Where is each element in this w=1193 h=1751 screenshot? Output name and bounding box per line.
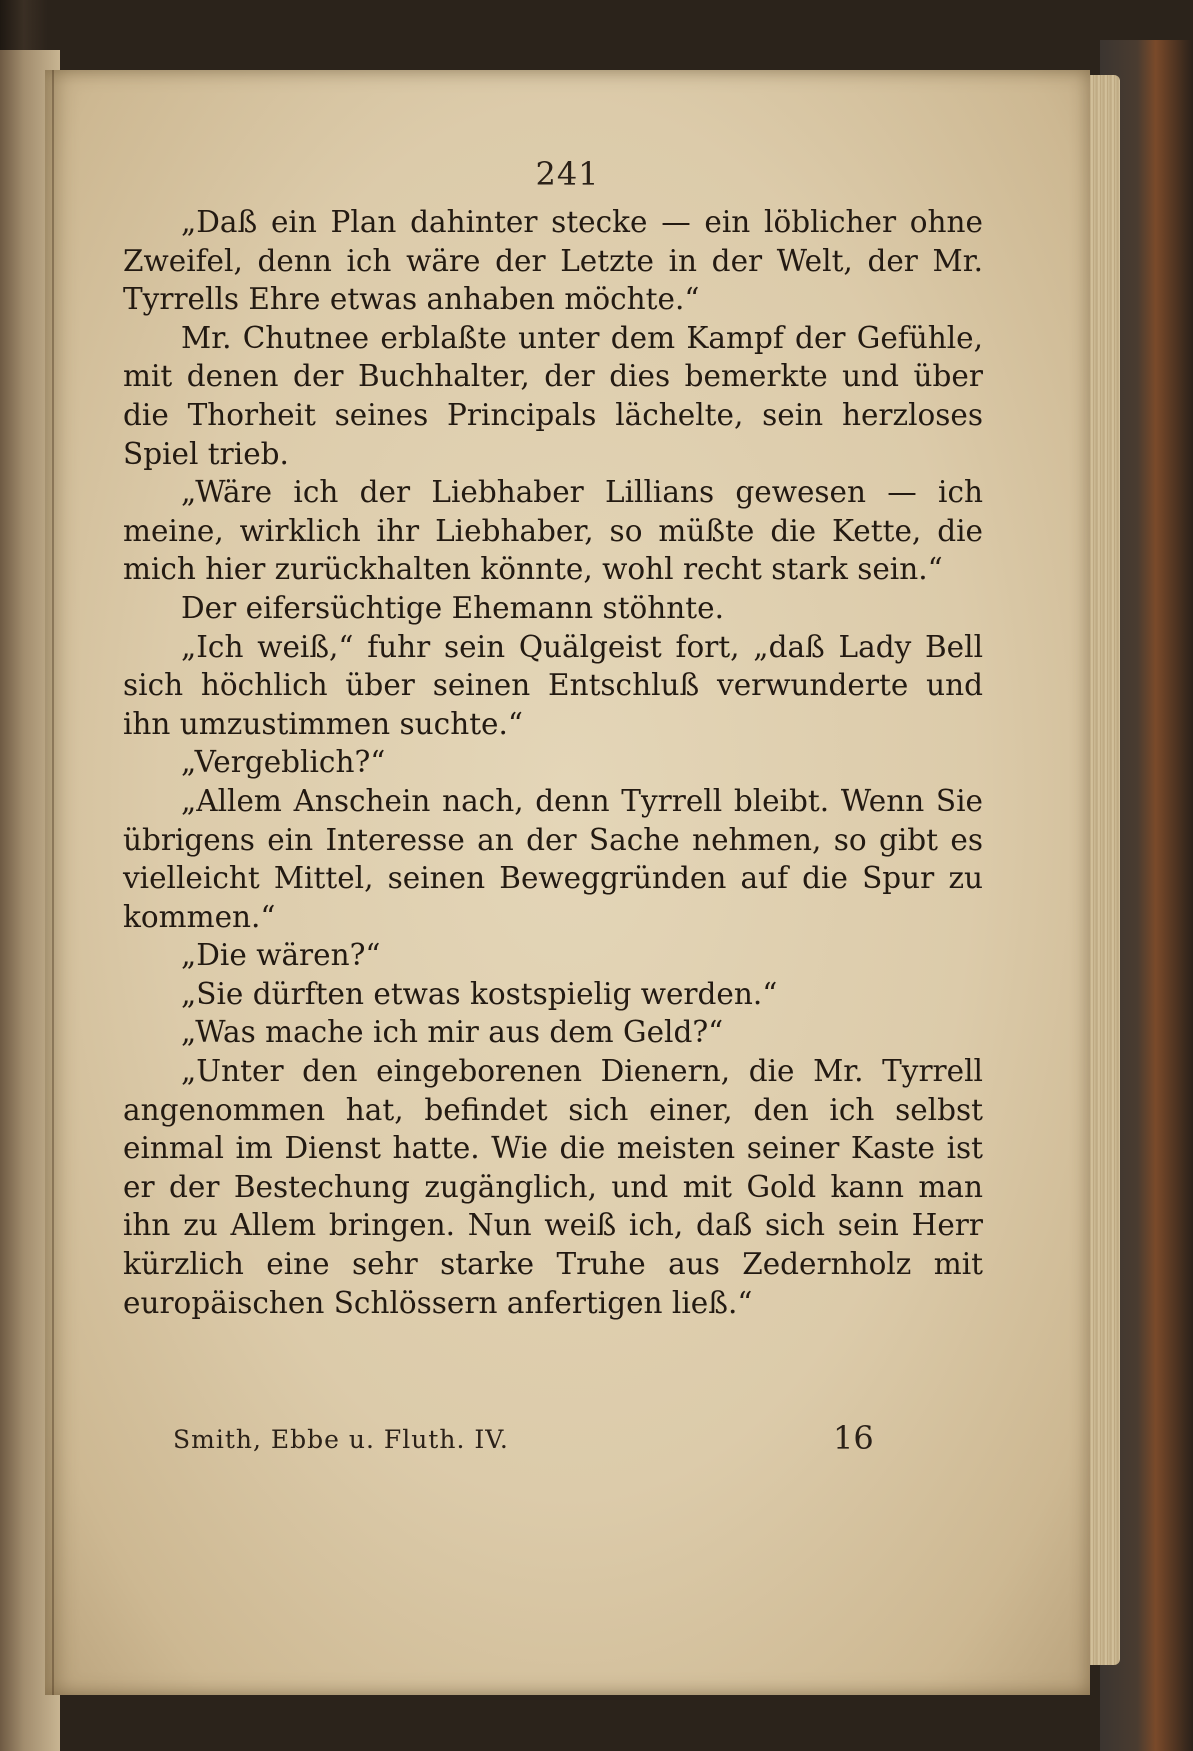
page-number: 241 (535, 155, 600, 193)
printer-signature: Smith, Ebbe u. Fluth. IV. (173, 1425, 509, 1454)
paragraph: Der eifersüchtige Ehemann stöhnte. (181, 590, 724, 625)
paragraph: „Vergeblich?“ (181, 745, 386, 780)
book-page (45, 70, 1090, 1695)
paragraph: „Unter den eingeborenen Dienern, die Mr. Tyrrell angenommen hat, befindet sich einer, den ich selbst einmal im Dienst hatte. Wie die meisten seiner Kaste ist er der Bestechung zugänglich, und mit Gold kann man ihn zu Allem bringen. Nun weiß ich, daß sich sein Herr kürzlich eine sehr starke Truhe aus Zedernholz mit europäischen Schlössern anfertigen ließ.“ (123, 1054, 983, 1320)
page-footer (173, 1419, 873, 1463)
paragraph: „Ich weiß,“ fuhr sein Quälgeist fort, „daß Lady Bell sich höchlich über seinen Entschluß verwunderte und ihn umzustimmen suchte.“ (123, 629, 983, 741)
paragraph: „Was mache ich mir aus dem Geld?“ (181, 1015, 724, 1050)
paragraph: „Sie dürften etwas kostspielig werden.“ (181, 976, 778, 1011)
gutter-line (52, 70, 54, 1695)
paragraph: „Die wären?“ (181, 938, 381, 973)
page-body (123, 203, 983, 1322)
paragraph: „Allem Anschein nach, denn Tyrrell bleibt. Wenn Sie übrigens ein Interesse an der Sache nehmen, so gibt es vielleicht Mittel, seinen Beweggründen auf die Spur zu kommen.“ (123, 783, 983, 934)
paragraph: Mr. Chutnee erblaßte unter dem Kampf der Gefühle, mit denen der Buchhalter, der dies bemerkte und über die Thorheit seines Principals lächelte, sein herzloses Spiel trieb. (123, 320, 983, 471)
sheet-number: 16 (833, 1419, 874, 1457)
paragraph: „Daß ein Plan dahinter stecke — ein löblicher ohne Zweifel, denn ich wäre der Letzte in der Welt, der Mr. Tyrrells Ehre etwas anhaben möchte.“ (123, 205, 983, 317)
paragraph: „Wäre ich der Liebhaber Lillians gewesen — ich meine, wirklich ihr Liebhaber, so müßte die Kette, die mich hier zurückhalten könnte, wohl recht stark sein.“ (123, 475, 983, 587)
